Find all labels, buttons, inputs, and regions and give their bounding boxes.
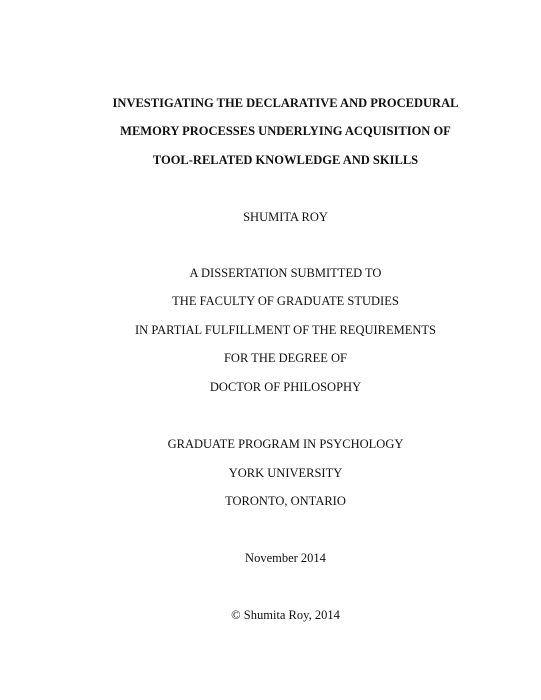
thesis-title-line-2: MEMORY PROCESSES UNDERLYING ACQUISITION OF (120, 124, 451, 138)
submission-line-3: IN PARTIAL FULFILLMENT OF THE REQUIREMENTS (135, 323, 436, 337)
submission-line-1: A DISSERTATION SUBMITTED TO (189, 266, 382, 280)
submission-line-4: FOR THE DEGREE OF (223, 351, 348, 365)
copyright-notice: © Shumita Roy, 2014 (231, 608, 340, 622)
thesis-title-line-1: INVESTIGATING THE DECLARATIVE AND PROCEDURAL (112, 96, 459, 110)
author-name: SHUMITA ROY (243, 210, 328, 224)
thesis-title-line-3: TOOL-RELATED KNOWLEDGE AND SKILLS (152, 153, 419, 167)
submission-line-2: THE FACULTY OF GRADUATE STUDIES (172, 294, 399, 308)
degree-name: DOCTOR OF PHILOSOPHY (209, 380, 362, 394)
location: TORONTO, ONTARIO (225, 494, 346, 508)
program-name: GRADUATE PROGRAM IN PSYCHOLOGY (167, 437, 404, 451)
submission-date: November 2014 (245, 551, 326, 565)
university-name: YORK UNIVERSITY (228, 466, 343, 480)
